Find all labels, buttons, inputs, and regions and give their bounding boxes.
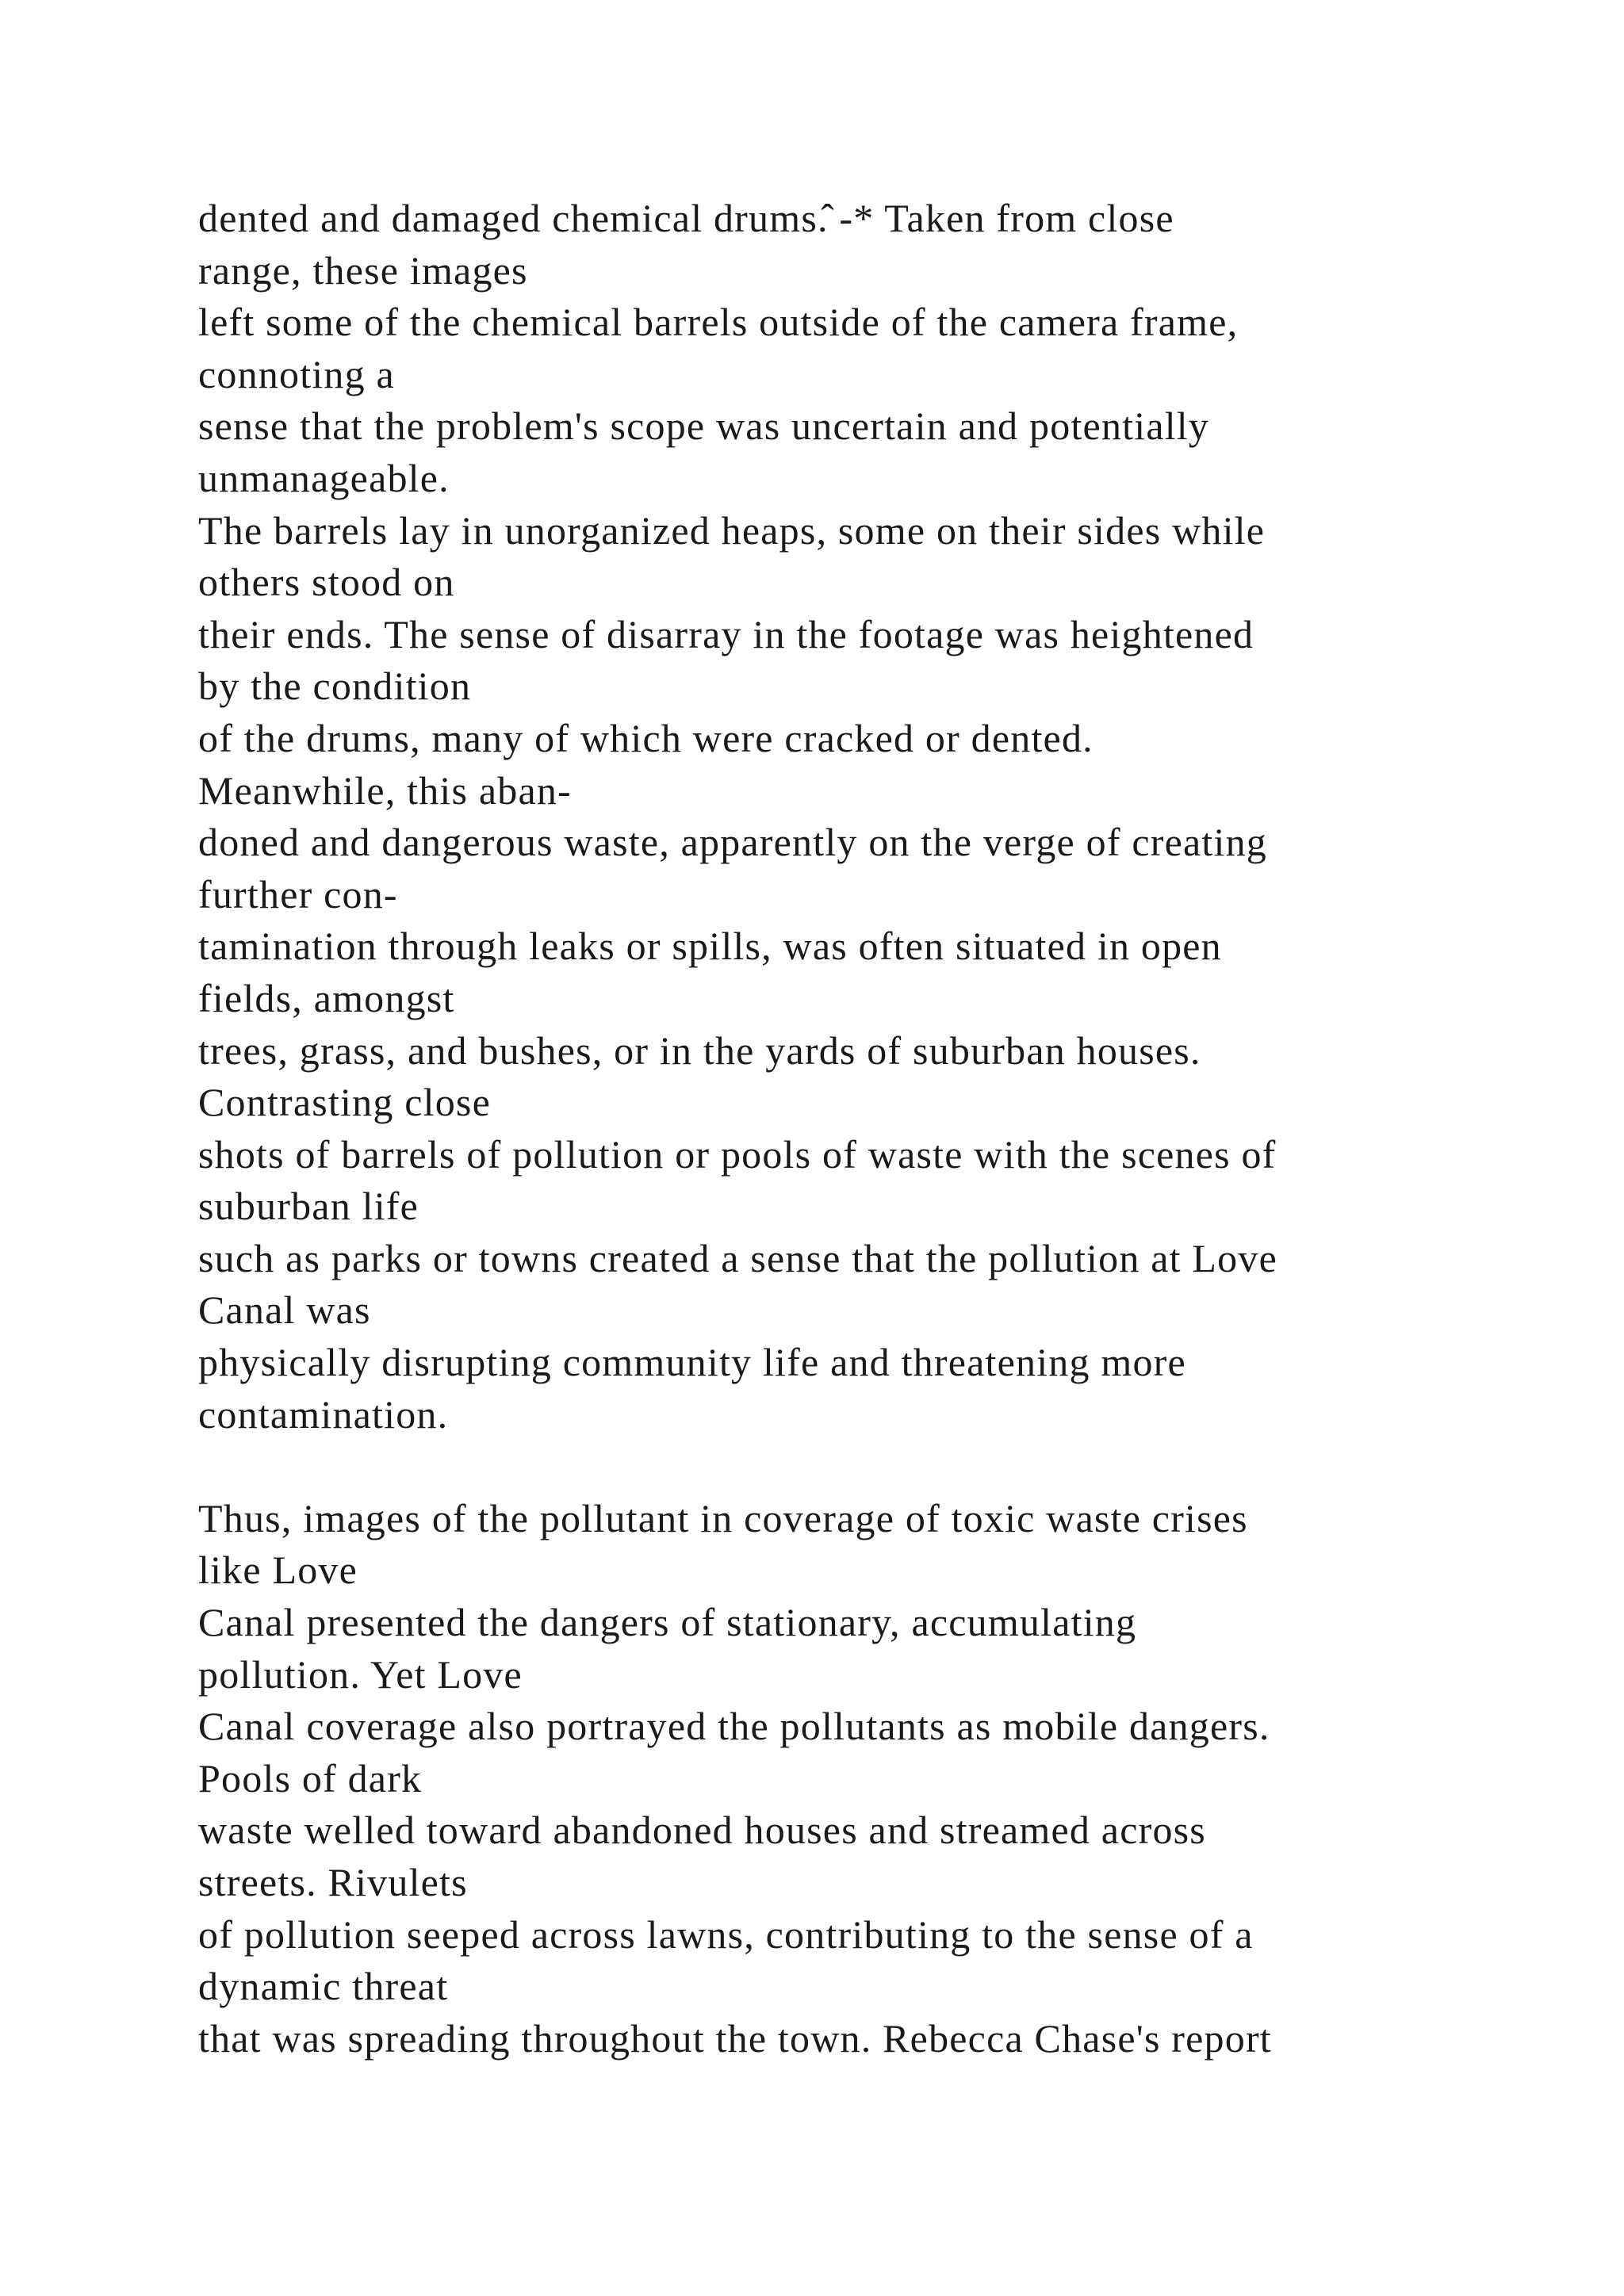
text-line: others stood on xyxy=(198,560,455,605)
text-line: unmanageable. xyxy=(198,455,450,500)
body-text xyxy=(198,193,1515,2064)
text-line: The barrels lay in unorganized heaps, some on their sides while xyxy=(198,507,1266,553)
text-line: by the condition xyxy=(198,664,472,709)
text-line: sense that the problem's scope was uncertain and potentially xyxy=(198,404,1210,449)
text-line: Thus, images of the pollutant in coverage of toxic waste crises xyxy=(198,1495,1248,1540)
text-line: like Love xyxy=(198,1548,358,1593)
text-line: Pools of dark xyxy=(198,1755,423,1800)
text-line: doned and dangerous waste, apparently on the verge of creating xyxy=(198,820,1268,865)
text-line: Canal coverage also portrayed the pollutants as mobile dangers. xyxy=(198,1704,1270,1749)
text-line: such as parks or towns created a sense that the pollution at Love xyxy=(198,1235,1277,1280)
text-line: physically disrupting community life and threatening more xyxy=(198,1340,1186,1385)
text-line: of the drums, many of which were cracked or dented. xyxy=(198,715,1094,760)
text-line: Canal presented the dangers of stationary, accumulating xyxy=(198,1600,1137,1645)
text-line: Meanwhile, this aban- xyxy=(198,767,572,813)
text-line: range, these images xyxy=(198,247,528,293)
text-line: of pollution seeped across lawns, contributing to the sense of a xyxy=(198,1911,1254,1957)
text-line: fields, amongst xyxy=(198,975,455,1020)
text-line: shots of barrels of pollution or pools of waste with the scenes of xyxy=(198,1131,1277,1177)
text-line: waste welled toward abandoned houses and streamed across xyxy=(198,1808,1206,1853)
text-line: contamination. xyxy=(198,1391,449,1437)
text-line: that was spreading throughout the town. Rebecca Chase's report xyxy=(198,2015,1272,2061)
text-line: left some of the chemical barrels outside of the camera frame, xyxy=(198,300,1239,345)
text-line: streets. Rivulets xyxy=(198,1860,468,1904)
text-line: dynamic threat xyxy=(198,1964,449,2009)
paragraph-break xyxy=(198,1441,1515,1493)
text-line: dented and damaged chemical drums.̂ -* Taken from close xyxy=(198,196,1174,240)
text-line: Canal was xyxy=(198,1288,371,1333)
text-line: Contrasting close xyxy=(198,1080,491,1125)
text-line: tamination through leaks or spills, was often situated in open xyxy=(198,924,1222,969)
text-line: their ends. The sense of disarray in the footage was heightened xyxy=(198,611,1254,656)
text-line: connoting a xyxy=(198,351,395,396)
text-line: suburban life xyxy=(198,1184,419,1229)
text-line: trees, grass, and bushes, or in the yards of suburban houses. xyxy=(198,1027,1201,1073)
text-line: pollution. Yet Love xyxy=(198,1651,523,1697)
text-line: further con- xyxy=(198,871,398,916)
